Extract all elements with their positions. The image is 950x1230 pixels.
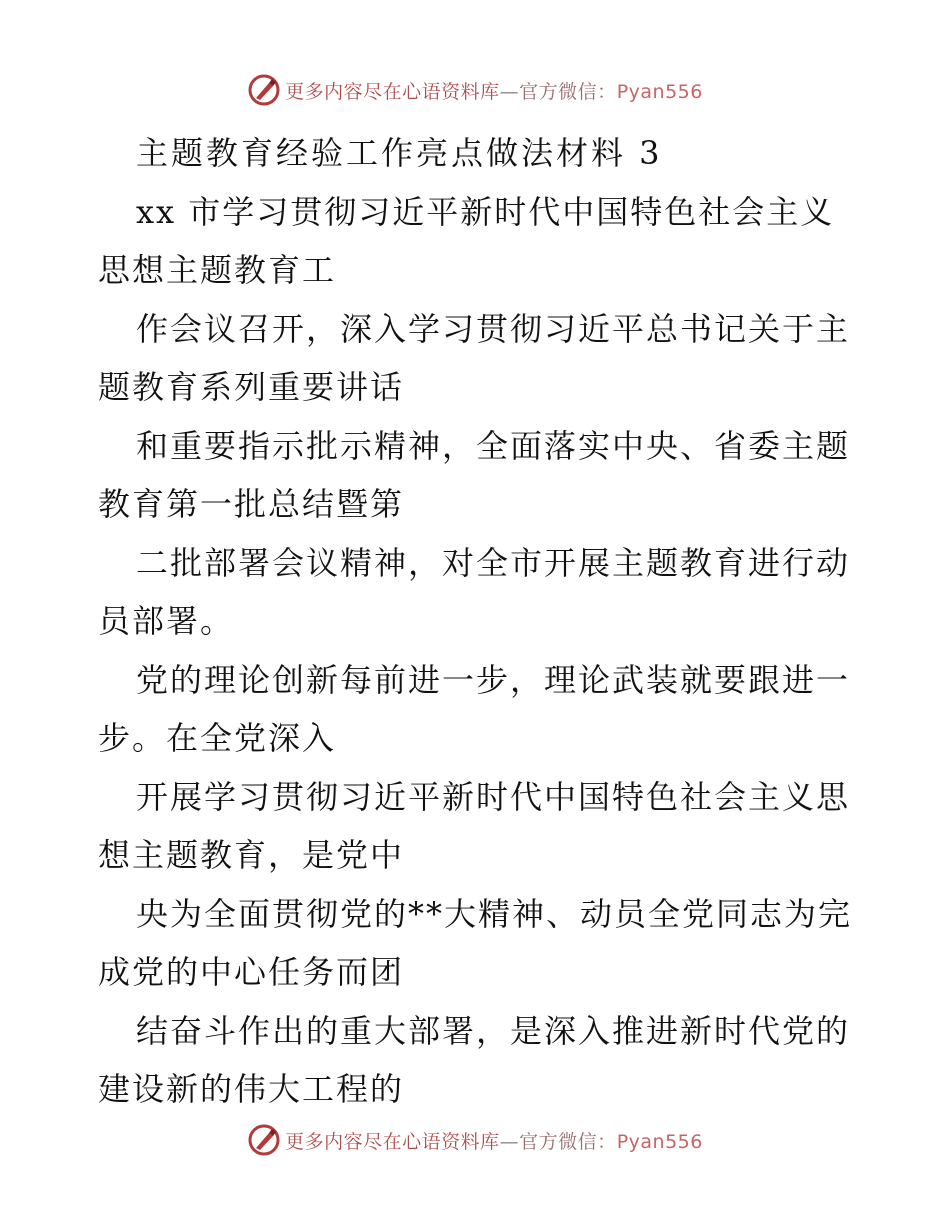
- footer-banner: [0, 1120, 950, 1160]
- banner-text: [285, 77, 703, 104]
- paragraph-5: 党的理论创新每前进一步，理论武装就要跟进一步。在全党深入: [98, 660, 851, 757]
- pen-logo-icon: [247, 73, 281, 107]
- paragraph-4: 二批部署会议精神，对全市开展主题教育进行动员部署。: [98, 543, 851, 640]
- banner-slogan: 更多内容尽在心语资料库: [285, 1130, 500, 1153]
- document-title: 主题教育经验工作亮点做法材料 3: [136, 134, 663, 172]
- banner-separator: —: [499, 80, 520, 103]
- banner-separator: —: [499, 1130, 520, 1153]
- banner-wechat-id: Pyan556: [616, 1130, 703, 1153]
- document-body: [98, 124, 858, 1119]
- paragraph-8: 结奋斗作出的重大部署，是深入推进新时代党的建设新的伟大工程的: [98, 1011, 851, 1108]
- banner-wechat-label: 官方微信：: [519, 1130, 617, 1153]
- banner-text: [285, 1127, 703, 1154]
- paragraph-1: xx 市学习贯彻习近平新时代中国特色社会主义思想主题教育工: [98, 192, 835, 289]
- paragraph-2: 作会议召开，深入学习贯彻习近平总书记关于主题教育系列重要讲话: [98, 309, 851, 406]
- paragraph-3: 和重要指示批示精神，全面落实中央、省委主题教育第一批总结暨第: [98, 426, 851, 523]
- banner-wechat-id: Pyan556: [616, 80, 703, 103]
- banner-wechat-label: 官方微信：: [519, 80, 617, 103]
- paragraph-7: 央为全面贯彻党的**大精神、动员全党同志为完成党的中心任务而团: [98, 894, 853, 991]
- pen-logo-icon: [247, 1123, 281, 1157]
- header-banner: [0, 70, 950, 110]
- banner-slogan: 更多内容尽在心语资料库: [285, 80, 500, 103]
- paragraph-6: 开展学习贯彻习近平新时代中国特色社会主义思想主题教育，是党中: [98, 777, 851, 874]
